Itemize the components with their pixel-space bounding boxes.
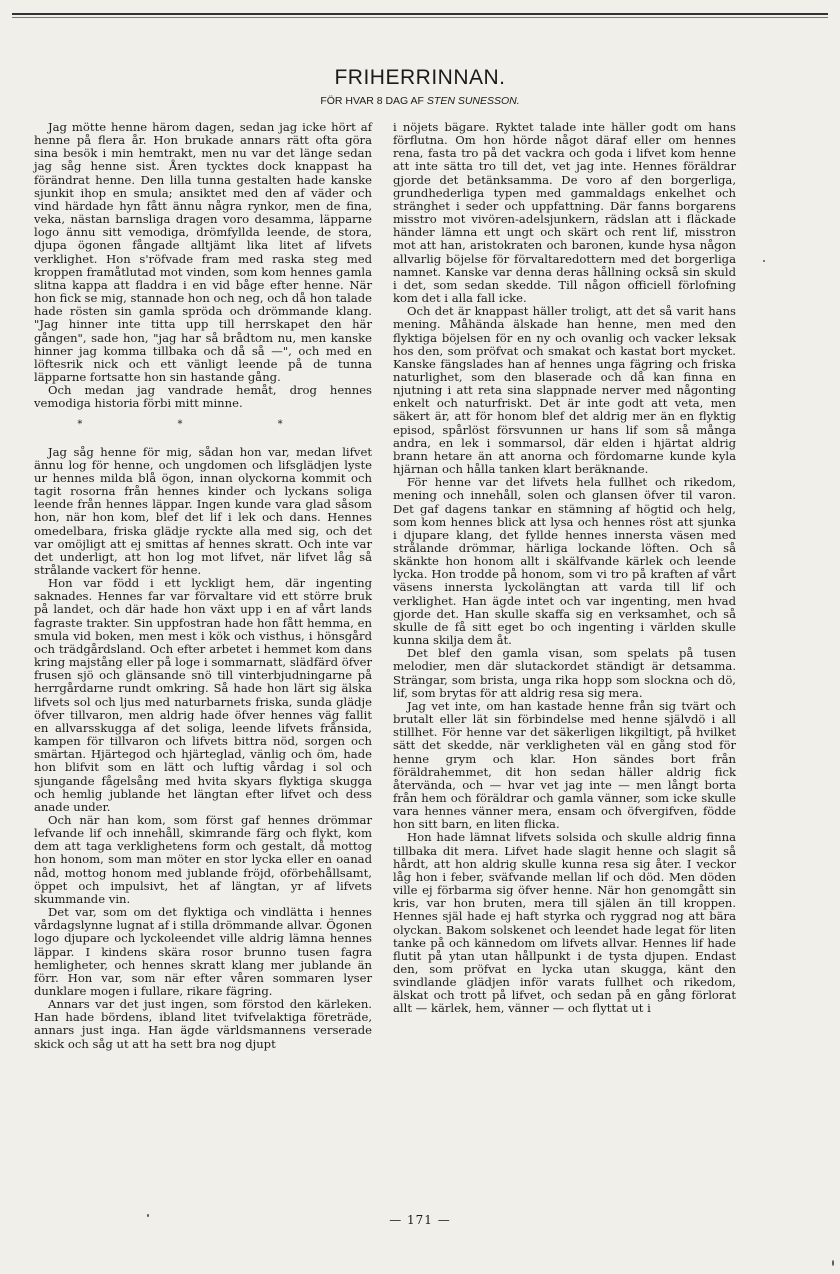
paragraph: Det var, som om det flyktiga och vindlätta i hennes vårdagslynne lugnat af i stilla drömmande allvar. Ögonen logo djupare och lyckoleendet ville aldrig lämna hennes läppar. I kindens skära rosor brunno tusen fagra hemligheter, och hennes skratt klang mer jublande än förr. Hon var, som när efter våren sommaren lyser dunklare mogen i fullare, rikare fägring. bbox=[34, 905, 372, 998]
right-column bbox=[393, 121, 736, 1016]
paragraph: Och när han kom, som först gaf hennes drömmar lefvande lif och innehåll, skimrande färg och flykt, kom dem att taga verklighetens form och gestalt, då mottog hon honom, som man möter en stor lycka eller en oanad nåd, mottog honom med jublande fröjd, oförbehållsamt, öppet och impulsivt, het af längtan, yr af lifvets skummande vin. bbox=[34, 812, 372, 906]
top-border-rule bbox=[12, 13, 828, 15]
paragraph: Hon hade lämnat lifvets solsida och skulle aldrig finna tillbaka dit mera. Lifvet hade slagit henne och slagit så hårdt, att hon aldrig skulle kunna resa sig åter. I veckor låg hon i feber, sväfvande mellan lif och död. Men döden ville ej förbarma sig öfver henne. När hon genomgått sin kris, var hon bruten, mera till själen än till kroppen. Hennes själ hade ej haft styrka och ryggrad nog att bära olyckan. Bakom solskenet och leendet hade legat för liten tanke på och kännedom om lifvets allvar. Hennes lif hade flutit på ytan utan hållpunkt i de tysta djupen. Endast den, som pröfvat en lycka utan skugga, känt den svindlande glädjen inför varats fullhet och rikedom, älskat och trott på lifvet, och sedan på en gång förlorat allt — kärlek, hem, vänner — och flyttat ut i bbox=[393, 830, 736, 1016]
top-border-rule-thin bbox=[12, 17, 828, 18]
article-byline bbox=[0, 95, 840, 107]
byline-prefix: FÖR HVAR 8 DAG AF bbox=[320, 95, 424, 107]
paragraph-continued: i nöjets bägare. Ryktet talade inte häller godt om hans förflutna. Om hon hörde något däraf eller om hennes rena, fasta tro på det vackra och goda i lifvet kom henne att inte sätta tro till det, vet jag inte. Hennes föräldrar gjorde det betänksamma. De voro af den borgerliga, grundhederliga typen med gammaldags enkelhet och stränghet i seder och uppfattning. Där fanns borgarens misstro mot vivören-adelsjunkern, rädslan att i fläckade händer lämna ett ungt och skärt och rent lif, misstron mot att han, aristokraten och baronen, kunde hysa någon allvarlig böjelse för förvaltaredottern med det borgerliga namnet. Kanske var denna deras hållning också sin skuld i det, som sedan skedde. Till någon officiell förlofning kom det i alla fall icke. bbox=[393, 120, 736, 306]
paragraph: Jag såg henne för mig, sådan hon var, medan lifvet ännu log för henne, och ungdomen och lifsglädjen lyste ur hennes milda blå ögon, innan olyckorna kommit och tagit rosorna från hennes kinder och lyckans soliga leende från hennes läppar. Ingen kunde vara glad såsom hon, när hon kom, blef det lif i lek och dans. Hennes omedelbara, friska glädje ryckte alla med sig, och det var omöjligt att ej smittas af hennes skratt. Och inte var det underligt, att hon log mot lifvet, när lifvet låg så strålande vackert för henne. bbox=[34, 444, 372, 577]
page-number: — 171 — bbox=[389, 1213, 451, 1227]
section-divider-asterisks: * * * bbox=[77, 419, 329, 431]
paragraph: Jag mötte henne härom dagen, sedan jag icke hört af henne på flera år. Hon brukade annars rätt ofta göra sina besök i min hemtrakt, men nu var det länge sedan jag såg henne sist. Åren tycktes dock knappast ha förändrat henne. Den lilla tunna gestalten hade kanske sjunkit ihop en smula; ansiktet med den af väder och vind härdade hyn fått ännu några rynkor, men de fina, veka, nästan barnsliga dragen voro desamma, läpparne logo ännu sitt vemodiga, drömfyllda leende, de stora, djupa ögonen fångade alltjämt lika litet af lifvets verklighet. Hon s'röfvade fram med raska steg med kroppen framåtlutad mot vinden, som kom hennes gamla slitna kappa att fladdra i en vid båge efter henne. När hon fick se mig, stannade hon och neg, och då hon talade hade rösten sin gamla spröda och drömmande klang. "Jag hinner inte titta upp till herrskapet den här gången", sade hon, "jag har så brådtom nu, men kanske hinner jag komma tillbaka och då så —", och med en löftesrik nick och ett vänligt leende på de tunna läpparne fortsatte hon sin hastande gång. bbox=[34, 120, 372, 384]
paragraph: Det blef den gamla visan, som spelats på tusen melodier, men där slutackordet ständigt är detsamma. Strängar, som brista, unga rika hopp som slockna och dö, lif, som brytas för att aldrig resa sig mera. bbox=[393, 646, 736, 700]
paragraph: För henne var det lifvets hela fullhet och rikedom, mening och innehåll, solen och glansen öfver til varon. Det gaf dagens tankar en stämning af högtid och helg, som kom hennes blick att lysa och hennes röst att sjunka i djupare klang, det fyllde hennes innersta väsen med strålande drömmar, härliga lockande löften. Och så skänkte hon honom allt i skälfvande kärlek och leende lycka. Hon trodde på honom, som vi tro på kraften af vårt väsens innersta lyckolängtan att varda till lif och verklighet. Han ägde intet och var ingenting, men hvad gjorde det. Han skulle skaffa sig en verksamhet, och så skulle de få sitt eget bo och ingenting i världen skulle kunna skilja dem åt. bbox=[393, 475, 736, 648]
paragraph: Jag vet inte, om han kastade henne från sig tvärt och brutalt eller lät sin förbindelse med henne självdö i all stillhet. För henne var det säkerligen likgiltigt, på hvilket sätt det skedde, när verkligheten väl en gång stod för henne grym och klar. Hon sändes bort från föräldrahemmet, dit hon sedan häller aldrig fick återvända, och — hvar vet jag inte — men långt borta från hem och föräldrar och gamla vänner, som icke skulle vara hennes vänner mera, ensam och öfvergifven, födde hon sitt barn, en liten flicka. bbox=[393, 698, 736, 832]
print-speck bbox=[763, 260, 765, 262]
paragraph: Och medan jag vandrade hemåt, drog hennes vemodiga historia förbi mitt minne. bbox=[34, 383, 372, 411]
left-column bbox=[34, 121, 372, 1051]
print-speck bbox=[147, 1214, 149, 1217]
paragraph: Och det är knappast häller troligt, att det så varit hans mening. Måhända älskade han henne, men med den flyktiga böjelsen för en ny och ovanlig och vacker leksak hos den, som pröfvat och smakat och kastat bort mycket. Kanske fängslades han af hennes unga fägring och friska naturlighet, som den blaserade och då kan finna en njutning i att reta sina slappnade nerver med någonting enkelt och naturfriskt. Det är inte godt att veta, men säkert är, att för honom blef det aldrig mer än en flyktig episod, spårlöst försvunnen ur hans lif som så många andra, en lek i sommarsol, där elden i hjärtat aldrig brann hetare än att anorna och fördomarne kunde kyla hjärnan och hålla tanken klart beräknande. bbox=[393, 304, 736, 477]
print-speck bbox=[832, 1260, 834, 1266]
byline-author: STEN SUNESSON. bbox=[426, 95, 520, 107]
article-title: FRIHERRINNAN. bbox=[334, 66, 506, 89]
paragraph: Annars var det just ingen, som förstod den kärleken. Han hade bördens, ibland litet tvifvelaktiga företräde, annars just inga. Han ägde världsmannens verserade skick och såg ut att ha sett bra nog djupt bbox=[34, 997, 372, 1051]
paragraph: Hon var född i ett lyckligt hem, där ingenting saknades. Hennes far var förvaltare vid ett större bruk på landet, och där hade hon växt upp i en af vårt lands fagraste trakter. Sin uppfostran hade hon fått hemma, en smula vid boken, men mest i kök och visthus, i hönsgård och trädgårdsland. Och efter arbetet i hemmet kom dans kring majstång eller på loge i sommarnatt, slädfärd öfver frusen sjö och glänsande snö till vinterbjudningarne på herrgårdarne rundt omkring. Så hade hon lärt sig älska lifvets sol och ljus med naturbarnets friska, sunda glädje öfver tillvaron, men aldrig hade öfver hennes väg fallit en allvarsskugga af det soliga, leende lifvets frånsida, kampen för tillvaron och lifvets bittra nöd, sorgen och smärtan. Hjärtegod och hjärteglad, vänlig och öm, hade hon blifvit som en lätt och luftig vårdag i sol och sjungande fågelsång med hvita skyars flyktiga skugga och hemlig jublande het längtan efter lifvet och dess anade under. bbox=[34, 576, 372, 814]
